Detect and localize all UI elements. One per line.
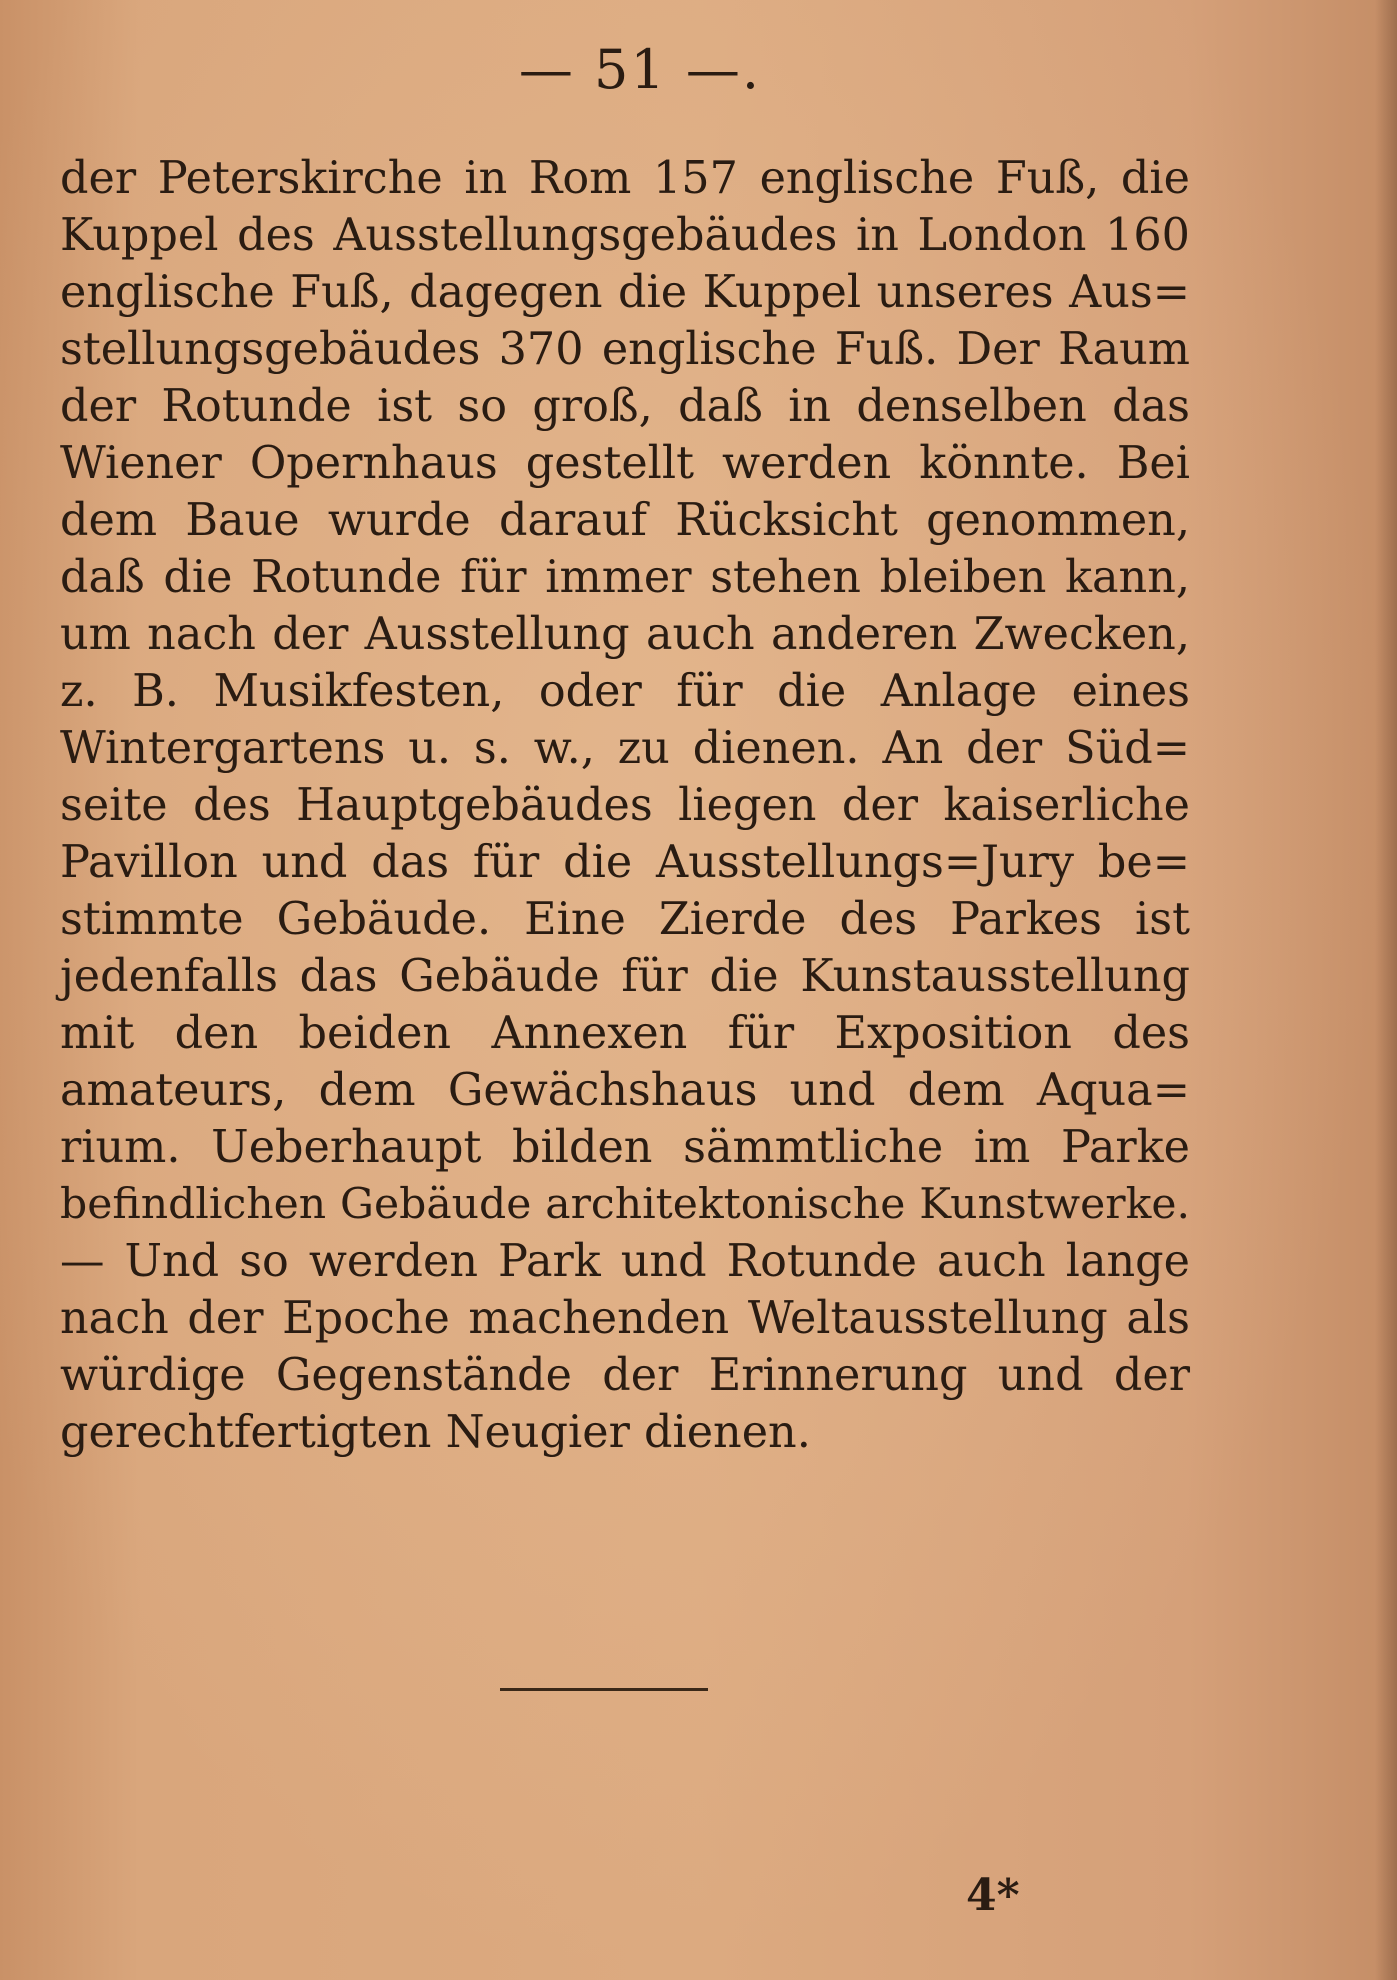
end-rule-divider — [500, 1688, 708, 1691]
text-line: englische Fuß, dagegen die Kuppel unseres Aus= — [60, 267, 1190, 318]
signature-mark: 4* — [966, 1870, 1020, 1921]
text-line: — Und so werden Park und Rotunde auch lange — [60, 1236, 1190, 1287]
page-edge-shadow — [1375, 0, 1397, 1980]
text-line: der Peterskirche in Rom 157 englische Fuß, die — [60, 153, 1190, 204]
text-line: Wiener Opernhaus gestellt werden könnte. Bei — [60, 438, 1190, 489]
text-line: stimmte Gebäude. Eine Zierde des Parkes ist — [60, 894, 1190, 945]
text-line: dem Baue wurde darauf Rücksicht genommen, — [60, 495, 1190, 546]
text-line: z. B. Musikfesten, oder für die Anlage eines — [60, 666, 1190, 717]
text-line-last: gerechtfertigten Neugier dienen. — [60, 1407, 811, 1458]
text-line: Wintergartens u. s. w., zu dienen. An der Süd= — [60, 723, 1190, 774]
text-line: würdige Gegenstände der Erinnerung und der — [60, 1350, 1190, 1401]
text-line: seite des Hauptgebäudes liegen der kaiserliche — [60, 780, 1190, 831]
text-line: stellungsgebäudes 370 englische Fuß. Der Raum — [60, 324, 1190, 375]
text-line: der Rotunde ist so groß, daß in denselben das — [60, 381, 1190, 432]
text-line: jedenfalls das Gebäude für die Kunstausstellung — [60, 951, 1190, 1002]
text-line: befindlichen Gebäude architektonische Kunstwerke. — [60, 1180, 1190, 1229]
text-line: mit den beiden Annexen für Exposition des — [60, 1008, 1190, 1059]
page-number: — 51 —. — [518, 38, 762, 101]
text-line: amateurs, dem Gewächshaus und dem Aqua= — [60, 1065, 1190, 1116]
text-line: Pavillon und das für die Ausstellungs=Jury be= — [60, 837, 1190, 888]
text-line: daß die Rotunde für immer stehen bleiben kann, — [60, 552, 1190, 603]
text-line: Kuppel des Ausstellungsgebäudes in London 160 — [60, 210, 1190, 261]
text-line: um nach der Ausstellung auch anderen Zwecken, — [60, 609, 1190, 660]
body-text — [60, 150, 1190, 1461]
text-line: nach der Epoche machenden Weltausstellung als — [60, 1293, 1190, 1344]
text-line: rium. Ueberhaupt bilden sämmtliche im Parke — [60, 1122, 1190, 1173]
